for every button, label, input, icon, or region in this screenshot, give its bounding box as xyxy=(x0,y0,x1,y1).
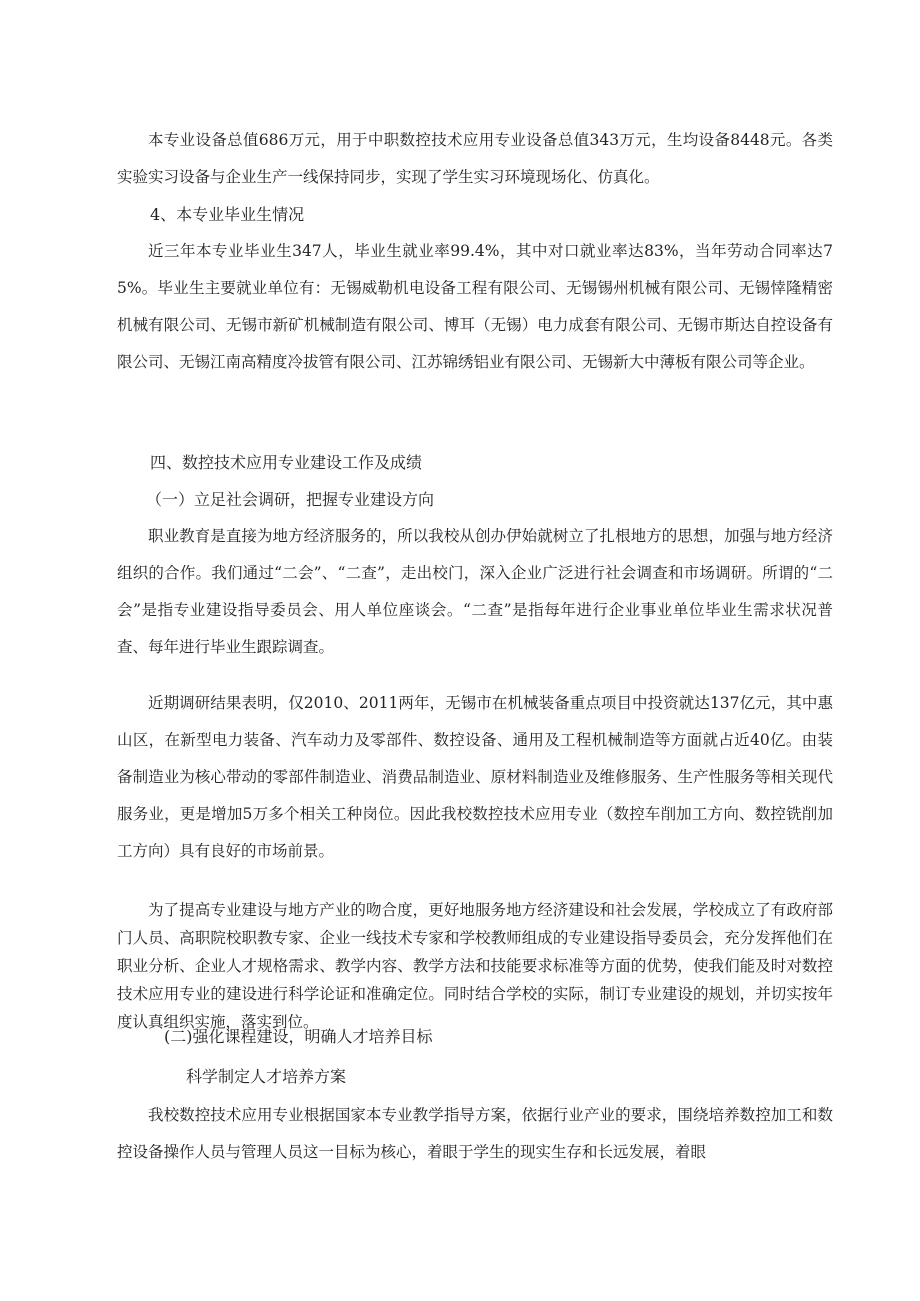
heading-section-four: 四、数控技术应用专业建设工作及成绩 xyxy=(150,453,423,472)
paragraph-curriculum-plan: 我校数控技术应用专业根据国家本专业教学指导方案，依据行业产业的要求，围绕培养数控加工和数控设备操作人员与管理人员这一目标为核心，着眼于学生的现实生存和长远发展，着眼 xyxy=(117,1106,833,1161)
heading-training-plan: 科学制定人才培养方案 xyxy=(186,1067,347,1086)
paragraph-equipment-value: 本专业设备总值686万元，用于中职数控技术应用专业设备总值343万元，生均设备8448元。各类实验实习设备与企业生产一线保持同步，实现了学生实习环境现场化、仿真化。 xyxy=(117,131,833,186)
paragraph-vocational-education: 职业教育是直接为地方经济服务的，所以我校从创办伊始就树立了扎根地方的思想，加强与地方经济组织的合作。我们通过“二会”、“二查”，走出校门，深入企业广泛进行社会调查和市场调研。所谓的“二会”是指专业建设指导委员会、用人单位座谈会。“二查”是指每年进行企业事业单位毕业生需求状况普查、每年进行毕业生跟踪调查。 xyxy=(117,527,833,656)
heading-curriculum: (二)强化课程建设，明确人才培养目标 xyxy=(164,1027,433,1046)
paragraph-research-results: 近期调研结果表明，仅2010、2011两年，无锡市在机械装备重点项目中投资就达137亿元，其中惠山区，在新型电力装备、汽车动力及零部件、数控设备、通用及工程机械制造等方面就占近40亿。由装备制造业为核心带动的零部件制造业、消费品制造业、原材料制造业及维修服务、生产性服务等相关现代服务业，更是增加5万多个相关工种岗位。因此我校数控技术应用专业（数控车削加工方向、数控铣削加工方向）具有良好的市场前景。 xyxy=(117,694,833,860)
paragraph-steering-committee: 为了提高专业建设与地方产业的吻合度，更好地服务地方经济建设和社会发展，学校成立了有政府部门人员、高职院校职教专家、企业一线技术专家和学校教师组成的专业建设指导委员会，充分发挥他们在职业分析、企业人才规格需求、教学内容、教学方法和技能要求标准等方面的优势，使我们能及时对数控技术应用专业的建设进行科学论证和准确定位。同时结合学校的实际，制订专业建设的规划，并切实按年度认真组织实施，落实到位。 xyxy=(117,901,833,1031)
paragraph-graduate-employment: 近三年本专业毕业生347人，毕业生就业率99.4%，其中对口就业率达83%，当年劳动合同率达75%。毕业生主要就业单位有：无锡威勒机电设备工程有限公司、无锡锡州机械有限公司、无锡悻隆精密机械有限公司、无锡市新矿机械制造有限公司、博耳（无锡）电力成套有限公司、无锡市斯达自控设备有限公司、无锡江南高精度冷拔管有限公司、江苏锦绣铝业有限公司、无锡新大中薄板有限公司等企业。 xyxy=(117,242,833,371)
heading-social-research: （一）立足社会调研，把握专业建设方向 xyxy=(146,490,435,509)
heading-graduates: 4、本专业毕业生情况 xyxy=(150,205,305,224)
